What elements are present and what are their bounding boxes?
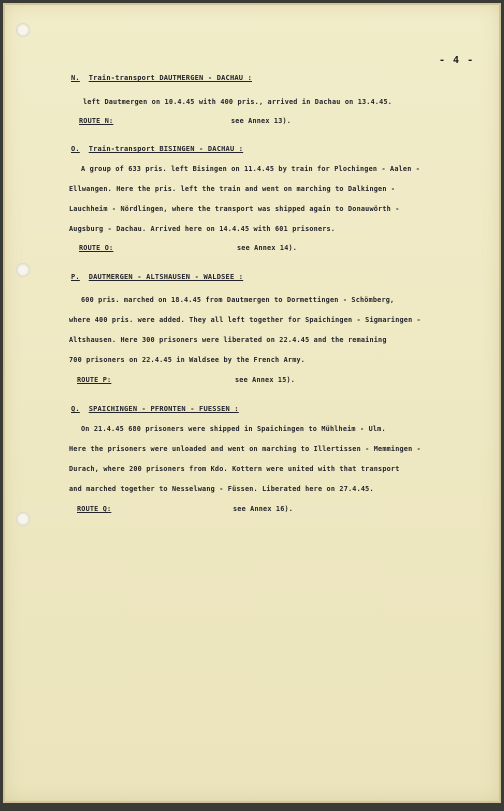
section-title: Train-transport DAUTMERGEN - DACHAU :	[88, 74, 253, 82]
section-body-line: Augsburg - Dachau. Arrived here on 14.4.45 with 601 prisoners.	[69, 225, 336, 233]
section-title: DAUTMERGEN - ALTSHAUSEN - WALDSEE :	[88, 273, 244, 281]
section-body-line: Ellwangen. Here the pris. left the train and went on marching to Dalkingen -	[69, 185, 396, 193]
route-label: ROUTE O:	[79, 244, 114, 252]
section-body-line: On 21.4.45 680 prisoners were shipped in Spaichingen to Mühlheim - Ulm.	[81, 425, 386, 433]
section-body-line: A group of 633 pris. left Bisingen on 11.4.45 by train for Plochingen - Aalen -	[81, 165, 421, 173]
section-letter: Q.	[71, 405, 80, 413]
annex-reference: see Annex 16).	[233, 505, 294, 513]
route-line-p	[77, 375, 295, 386]
page-number: - 4 -	[439, 55, 475, 66]
section-body-line: Altshausen. Here 300 prisoners were liberated on 22.4.45 and the remaining	[69, 336, 387, 344]
route-line-o	[79, 243, 297, 254]
annex-reference: see Annex 15).	[235, 376, 296, 384]
section-heading-p	[71, 272, 243, 283]
section-body-line: and marched together to Nesselwang - Füssen. Liberated here on 27.4.45.	[69, 485, 374, 493]
section-body-line: 600 pris. marched on 18.4.45 from Dautmergen to Dormettingen - Schömberg,	[81, 296, 395, 304]
route-label: ROUTE N:	[79, 117, 114, 125]
annex-reference: see Annex 14).	[237, 244, 298, 252]
section-heading-q	[71, 404, 239, 415]
route-label: ROUTE Q:	[77, 505, 112, 513]
route-line-q	[77, 504, 293, 515]
section-body-line: 700 prisoners on 22.4.45 in Waldsee by the French Army.	[69, 356, 306, 364]
annex-reference: see Annex 13).	[231, 117, 292, 125]
section-heading-o	[71, 144, 243, 155]
section-body-line: left Dautmergen on 10.4.45 with 400 pris., arrived in Dachau on 13.4.45.	[83, 98, 393, 106]
document-page	[3, 3, 501, 803]
section-heading-n	[71, 73, 252, 84]
section-title: Train-transport BISINGEN - DACHAU :	[88, 145, 244, 153]
route-line-n	[79, 116, 291, 127]
section-letter: N.	[71, 74, 80, 82]
section-body-line: Lauchheim - Nördlingen, where the transport was shipped again to Donauwörth -	[69, 205, 400, 213]
section-title: SPAICHINGEN - PFRONTEN - FUESSEN :	[88, 405, 239, 413]
route-label: ROUTE P:	[77, 376, 112, 384]
typed-text	[3, 3, 501, 803]
section-body-line: Durach, where 200 prisoners from Kdo. Kottern were united with that transport	[69, 465, 400, 473]
section-body-line: Here the prisoners were unloaded and went on marching to Illertissen - Memmingen -	[69, 445, 421, 453]
section-body-line: where 400 pris. were added. They all left together for Spaichingen - Sigmaringen -	[69, 316, 421, 324]
section-letter: P.	[71, 273, 80, 281]
section-letter: O.	[71, 145, 80, 153]
